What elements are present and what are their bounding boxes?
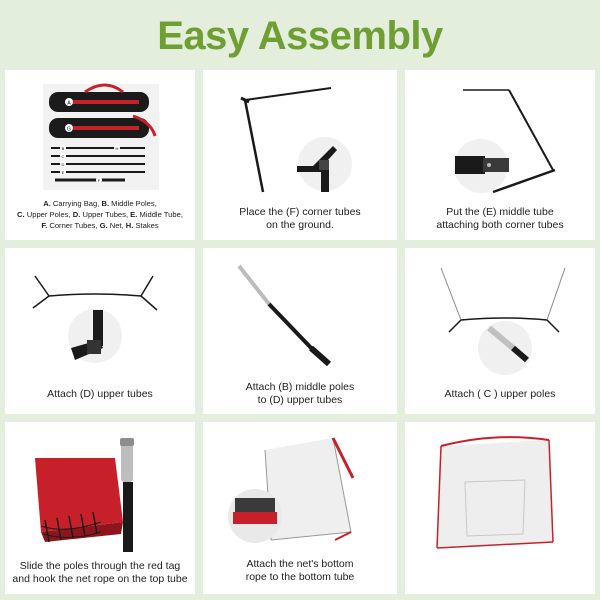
part-name: Middle Tube,: [137, 210, 183, 219]
step-2-line1: Place the (F) corner tubes: [239, 206, 361, 218]
step-card-middle-tube: [405, 70, 595, 240]
part-letter: C.: [17, 210, 25, 219]
step-5-line2: to (D) upper tubes: [257, 394, 343, 406]
part-label-h: H: [115, 146, 119, 151]
part-letter: E.: [130, 210, 138, 219]
part-letter: G.: [99, 221, 108, 230]
step-8-line1: Attach the net's bottom: [246, 558, 354, 570]
step-card-parts: [5, 70, 195, 240]
part-letter: B.: [101, 199, 110, 208]
part-letter: A.: [43, 199, 51, 208]
part-name: Net,: [107, 221, 126, 230]
step-8-line2: rope to the bottom tube: [245, 571, 355, 583]
step-3-line2: attaching both corner tubes: [436, 219, 564, 231]
step-5-line1: Attach (B) middle poles: [245, 381, 355, 393]
step-card-upper-poles: [405, 248, 595, 414]
part-name: Carrying Bag,: [50, 199, 102, 208]
step-7-line2: and hook the net rope on the top tube: [12, 573, 188, 585]
step-2-line2: on the ground.: [266, 219, 334, 231]
part-label-a: A: [67, 100, 71, 107]
parts-caption: [5, 198, 195, 231]
step-6-line1: Attach ( C ) upper poles: [444, 388, 556, 400]
step-card-upper-tubes: [5, 248, 195, 414]
part-letter: D.: [72, 210, 81, 219]
step-card-finished-net: [405, 422, 595, 594]
finished-net-illustration: [405, 422, 595, 594]
part-letter: F.: [41, 221, 48, 230]
part-name: Upper Poles,: [24, 210, 73, 219]
step-card-bottom-rope: [203, 422, 397, 594]
step-7-line1: Slide the poles through the red tag: [19, 560, 181, 572]
part-name: Corner Tubes,: [47, 221, 100, 230]
part-name: Middle Poles,: [109, 199, 157, 208]
part-label-d: D: [61, 162, 65, 167]
step-card-red-tag: [5, 422, 195, 594]
step-3-line1: Put the (E) middle tube: [446, 206, 554, 218]
part-label-c: C: [61, 154, 65, 159]
part-label-b: B: [61, 146, 65, 151]
part-label-f: F: [97, 178, 101, 183]
page-title: Easy Assembly: [157, 14, 443, 58]
part-name: Stakes: [133, 221, 159, 230]
part-name: Upper Tubes,: [80, 210, 131, 219]
step-card-corner-tubes: [203, 70, 397, 240]
part-label-e: E: [61, 170, 65, 175]
step-card-middle-poles: [203, 248, 397, 414]
step-4-line1: Attach (D) upper tubes: [47, 388, 153, 400]
part-label-g: G: [67, 126, 71, 133]
part-letter: H.: [125, 221, 134, 230]
